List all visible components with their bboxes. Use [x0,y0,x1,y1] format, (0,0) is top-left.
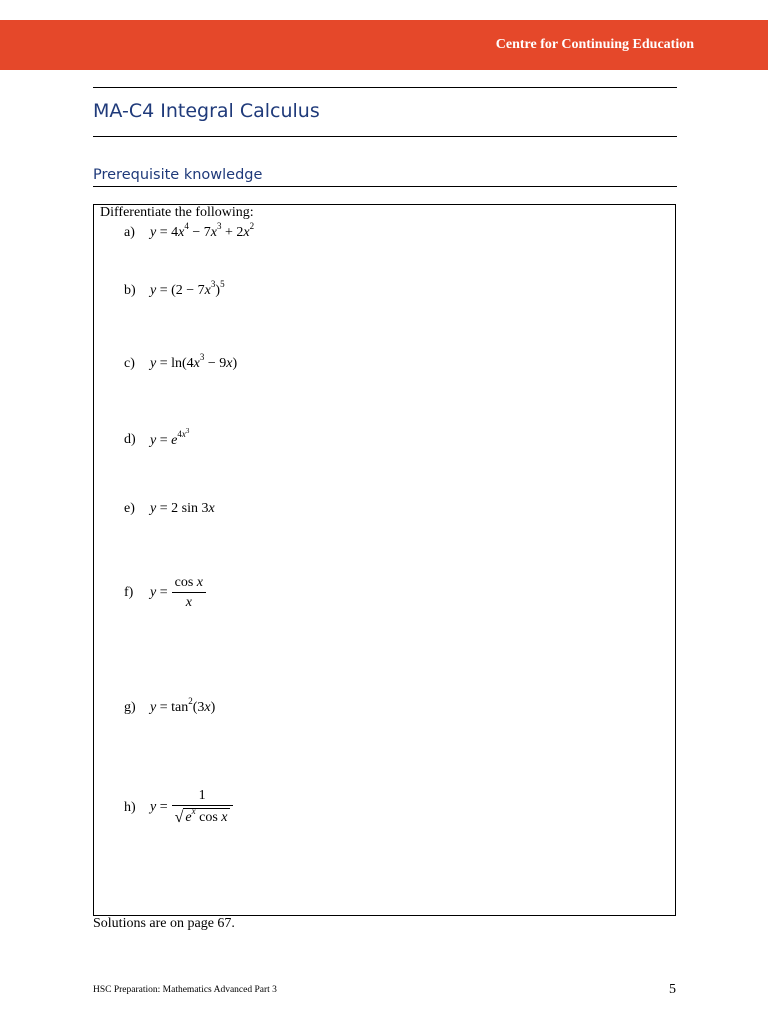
footer-text: HSC Preparation: Mathematics Advanced Part 3 [93,985,277,995]
math-expression: y = $\frac{\text{cos x}}{x}$ [150,575,206,611]
exercise-item-e [124,501,215,517]
section-rule [93,186,677,187]
organisation-name: Centre for Continuing Education [495,37,694,52]
solutions-note: Solutions are on page 67. [93,916,235,931]
math-expression: $y = (2 - 7x^3)^5$ [150,279,225,298]
exercise-item-f [124,575,206,611]
item-label: b) [124,283,136,298]
item-label: c) [124,356,135,371]
exercise-box [93,204,676,916]
math-expression: $y = \tan^2(3x)$ [150,696,216,715]
item-label: e) [124,501,135,516]
item-label: g) [124,700,136,715]
exercise-item-a [124,221,255,241]
item-label: f) [124,585,134,600]
math-expression: $y = \ln(4x^3 - 9x)$ [150,352,238,371]
math-expression: y = 2 sin 3x [150,501,215,516]
item-label: a) [124,225,135,240]
item-label: h) [124,799,136,815]
section-heading: Prerequisite knowledge [93,167,263,183]
exercise-item-c [124,352,238,372]
title-bottom-rule [93,136,677,137]
item-label: d) [124,432,136,447]
math-expression: y = 1 √ $e^x$ cos x [150,788,233,827]
math-expression: $y = 4x^4 - 7x^3 + 2x^2$ [150,221,255,240]
exercise-item-g [124,696,216,716]
document-title: MA-C4 Integral Calculus [93,100,320,122]
math-expression: $y = e^{4x^3}$ [150,427,190,448]
exercise-item-h [124,788,233,827]
exercise-item-b [124,279,225,299]
title-top-rule [93,87,677,88]
exercise-item-d [124,427,190,449]
header-banner [0,20,768,70]
exercise-instruction: Differentiate the following: [100,205,254,220]
page-number: 5 [669,982,676,997]
